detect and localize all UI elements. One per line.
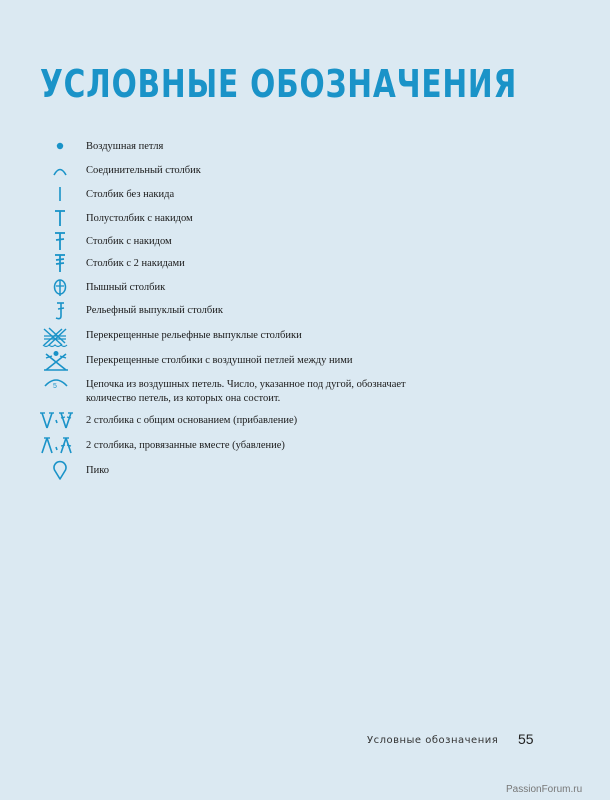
chain-arc-number-icon: [40, 374, 82, 398]
legend-item: [40, 231, 580, 255]
front-post-crochet-icon: [40, 300, 82, 324]
legend-label: Столбик без накида: [86, 189, 175, 200]
legend-item: [40, 208, 580, 232]
footer-section-title: Условные обозначения: [367, 735, 499, 746]
legend-item: [40, 184, 580, 208]
increase-stitches-icon: [40, 410, 82, 434]
legend-label: Пышный столбик: [86, 282, 166, 293]
treble-crochet-icon: [40, 253, 82, 277]
picot-icon: [40, 460, 82, 484]
crossed-stitches-chain-icon: [40, 350, 82, 374]
legend-item: [40, 300, 580, 324]
legend-label: Перекрещенные столбики с воздушной петлей между ними: [86, 355, 353, 366]
legend-item: [40, 160, 580, 184]
legend-label: Цепочка из воздушных петель. Число, указанное под дугой, обозначает количество петель, из которых она состоит.: [86, 379, 406, 404]
legend-label: Столбик с 2 накидами: [86, 258, 185, 269]
legend-item: [40, 435, 580, 459]
legend-item: [40, 374, 580, 406]
double-crochet-icon: [40, 231, 82, 255]
legend-label: Перекрещенные рельефные выпуклые столбики: [86, 330, 302, 341]
legend-label: Воздушная петля: [86, 141, 164, 152]
legend-item: [40, 325, 580, 349]
chain-count-text: 5: [53, 383, 57, 390]
page-title: УСЛОВНЫЕ ОБОЗНАЧЕНИЯ: [40, 62, 518, 106]
legend-item: [40, 350, 580, 374]
single-crochet-icon: [40, 184, 82, 208]
legend-item: [40, 136, 580, 160]
watermark: PassionForum.ru: [506, 784, 583, 795]
crossed-front-post-icon: [40, 325, 82, 349]
legend-item: [40, 410, 580, 434]
slip-stitch-arc-icon: [40, 160, 82, 184]
legend-label: 2 столбика, провязанные вместе (убавление): [86, 440, 285, 451]
half-double-crochet-icon: [40, 208, 82, 232]
legend-item: [40, 460, 580, 484]
legend-item: [40, 277, 580, 301]
legend-item: [40, 253, 580, 277]
chain-stitch-dot-icon: [40, 136, 82, 160]
page-number: 55: [518, 731, 534, 747]
decrease-stitches-icon: [40, 435, 82, 459]
legend-label: 2 столбика с общим основанием (прибавление): [86, 415, 298, 426]
legend-label: Соединительный столбик: [86, 165, 201, 176]
legend-label: Полустолбик с накидом: [86, 213, 193, 224]
legend-label: Рельефный выпуклый столбик: [86, 305, 223, 316]
puff-stitch-icon: [40, 277, 82, 301]
legend-label: Пико: [86, 465, 110, 476]
legend-label: Столбик с накидом: [86, 236, 172, 247]
